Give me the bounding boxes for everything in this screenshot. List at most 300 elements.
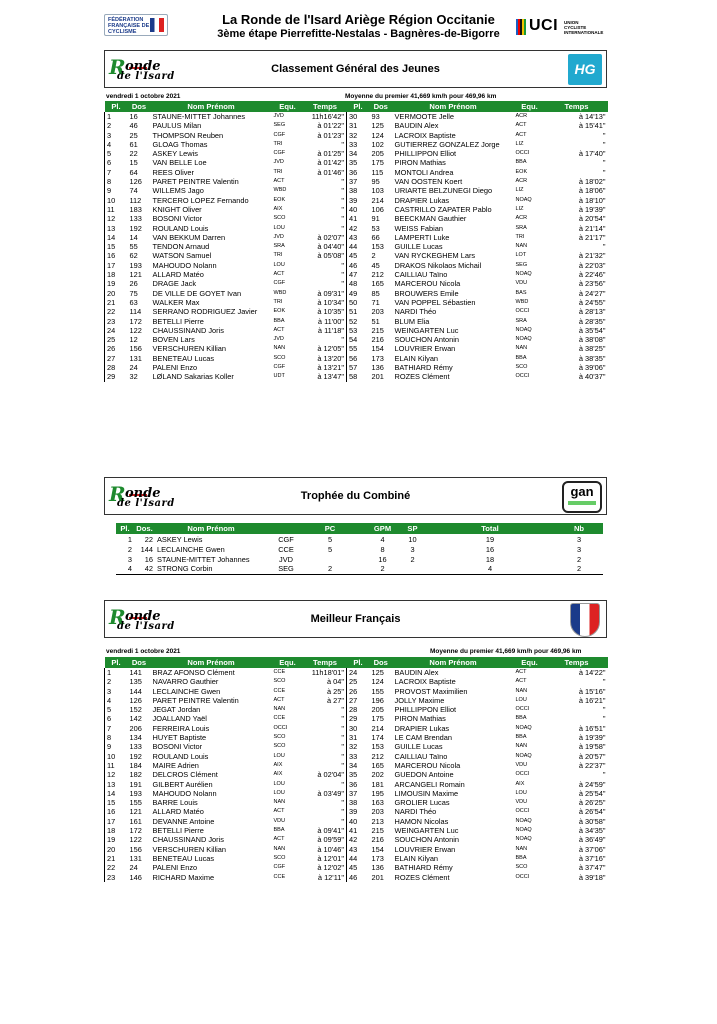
rank-cell: 35	[347, 158, 370, 167]
team-cell: NAN	[273, 706, 286, 713]
rider-name-cell: HUYET Baptiste	[152, 733, 207, 743]
bib-cell: 172	[129, 316, 142, 326]
jeunes-header-row	[105, 101, 608, 112]
bib-cell: 103	[371, 186, 384, 196]
rank-cell: 39	[347, 196, 370, 205]
team-cell: LOU	[273, 261, 285, 268]
time-cell: à 01'22"	[317, 121, 344, 131]
sp-cell: 10	[408, 534, 417, 544]
total-cell: 19	[485, 534, 495, 544]
rider-name-cell: LOUVRIER Erwan	[394, 344, 456, 354]
rider-name-cell: SOUCHON Antonin	[394, 335, 459, 345]
table-row	[105, 807, 608, 816]
rider-name-cell: JEGAT Jordan	[152, 705, 201, 715]
time-cell: "	[602, 139, 606, 149]
time-cell: à 15'41"	[578, 121, 606, 131]
rider-name-cell: BROUWERS Emile	[394, 288, 459, 298]
rider-name-cell: MARCEROU Nicola	[394, 760, 461, 770]
table-row	[105, 344, 608, 353]
nb-cell: 3	[576, 544, 582, 554]
rank-cell: 4	[116, 564, 134, 574]
team-cell: ACT	[273, 271, 285, 278]
rider-name-cell: BATHIARD Rémy	[394, 863, 453, 873]
bib-cell: 182	[129, 770, 142, 780]
bib-cell: 55	[129, 242, 138, 252]
rank-cell: 43	[347, 845, 370, 854]
column-header: Temps	[546, 101, 608, 112]
bib-cell: 134	[129, 733, 142, 743]
rank-cell: 51	[347, 307, 370, 316]
rider-name-cell: GLOAG Thomas	[152, 139, 208, 149]
table-row	[105, 845, 608, 854]
bib-cell: 74	[129, 186, 138, 196]
rider-name-cell: PHILLIPPON Elliot	[394, 149, 457, 159]
total-cell: 4	[425, 564, 555, 574]
time-cell: à 30'58"	[578, 816, 606, 826]
rank-cell: 23	[105, 317, 128, 326]
team-cell: NOAQ	[515, 836, 532, 843]
rider-name-cell: BAUDIN Alex	[394, 121, 439, 131]
rank-cell: 10	[105, 752, 128, 761]
column-header: Nom Prénom	[155, 523, 267, 534]
rider-name-cell: BAUDIN Alex	[394, 668, 439, 677]
time-cell: à 27"	[326, 695, 344, 705]
team-cell: NAN	[515, 687, 528, 694]
rank-cell: 58	[347, 372, 370, 381]
team-cell: BBA	[515, 159, 527, 166]
rider-name-cell: BENETEAU Lucas	[152, 853, 215, 863]
team-cell: SRA	[273, 243, 285, 250]
rank-cell: 32	[347, 742, 370, 751]
rider-name-cell: DEVANNE Antoine	[152, 816, 215, 826]
team-cell: CCE	[273, 669, 286, 675]
french-flag-shield-icon	[570, 603, 600, 637]
time-cell: "	[341, 816, 344, 826]
francais-date: vendredi 1 octobre 2021	[106, 648, 181, 655]
rider-name-cell: VAN OOSTEN Koert	[394, 177, 463, 187]
table-row	[105, 205, 608, 214]
team-cell: BAS	[515, 289, 527, 296]
team-cell: JVD	[273, 233, 284, 240]
time-cell: à 13'47"	[317, 372, 344, 382]
rider-name-cell: WALKER Max	[152, 297, 200, 307]
column-header: Temps	[546, 657, 608, 668]
time-cell: à 19'58"	[578, 742, 606, 752]
team-cell: LOU	[273, 752, 285, 759]
rider-name-cell: VAN RYCKEGHEM Lars	[394, 251, 476, 261]
time-cell: à 01'42"	[317, 158, 344, 168]
bib-cell: 161	[129, 816, 142, 826]
rank-cell: 5	[105, 149, 128, 158]
rank-cell: 37	[347, 789, 370, 798]
jeunes-section-header	[104, 50, 607, 88]
table-row	[105, 687, 608, 696]
team-cell: OCCI	[273, 724, 288, 731]
rank-cell: 8	[105, 177, 128, 186]
time-cell: à 38'35"	[578, 353, 606, 363]
bib-cell: 53	[371, 223, 380, 233]
time-cell: à 22'03"	[578, 260, 606, 270]
rank-cell: 30	[347, 724, 370, 733]
rank-cell: 17	[105, 261, 128, 270]
rank-cell: 4	[105, 696, 128, 705]
time-cell: à 23'56"	[578, 279, 606, 289]
bib-cell: 63	[129, 297, 138, 307]
column-header: Dos	[128, 101, 151, 112]
table-row	[105, 854, 608, 863]
rider-name-cell: TERCERO LOPEZ Fernando	[152, 195, 249, 205]
bib-cell: 144	[140, 544, 153, 554]
column-header: Equ.	[272, 657, 304, 668]
rider-name-cell: BENETEAU Lucas	[152, 353, 215, 363]
team-cell: NOAQ	[515, 827, 532, 834]
time-cell: "	[341, 335, 344, 345]
rank-cell: 6	[105, 158, 128, 167]
column-header: Total	[425, 523, 555, 534]
rider-name-cell: STAUNE-MITTET Johannes	[152, 112, 246, 121]
team-cell: SCO	[273, 854, 286, 861]
rider-name-cell: GUTIERREZ GONZALEZ Jorge	[394, 139, 500, 149]
bib-cell: 133	[129, 214, 142, 224]
rider-name-cell: BLUM Elia	[394, 316, 430, 326]
team-cell: EOK	[273, 308, 286, 315]
time-cell: à 15'16"	[578, 686, 606, 696]
team-cell: SCO	[273, 678, 286, 685]
time-cell: à 24'55"	[578, 297, 606, 307]
time-cell: à 18'10"	[578, 195, 606, 205]
column-header: Nom Prénom	[151, 101, 272, 112]
bib-cell: 93	[371, 112, 380, 121]
gpm-cell: 2	[365, 564, 400, 574]
rider-name-cell: GUILLE Lucas	[394, 742, 443, 752]
gpm-cell: 16	[378, 554, 387, 564]
bib-cell: 181	[371, 779, 384, 789]
team-cell: ACR	[515, 113, 528, 119]
column-header: Equ.	[514, 657, 546, 668]
bib-cell: 154	[371, 844, 384, 854]
rank-cell: 34	[347, 149, 370, 158]
column-header: Equ.	[272, 101, 304, 112]
team-cell: ACT	[273, 696, 285, 703]
table-row	[116, 544, 603, 554]
time-cell: à 01'23"	[317, 130, 344, 140]
bib-cell: 25	[129, 130, 138, 140]
column-header: Dos	[370, 101, 393, 112]
rider-name-cell: MONTOLI Andrea	[394, 167, 454, 177]
time-cell: à 14'13"	[578, 112, 606, 121]
rank-cell: 42	[347, 224, 370, 233]
time-cell: à 25"	[326, 686, 344, 696]
team-cell: SCO	[515, 364, 528, 371]
team-cell: VDU	[273, 817, 286, 824]
rank-cell: 14	[105, 233, 128, 242]
nb-cell: 2	[555, 564, 603, 574]
team-cell: VDU	[515, 799, 528, 806]
bib-cell: 12	[129, 335, 138, 345]
bib-cell: 195	[371, 788, 384, 798]
rank-cell: 12	[105, 770, 128, 779]
time-cell: à 05'08"	[317, 251, 344, 261]
pc-cell: 5	[327, 534, 333, 544]
time-cell: "	[602, 158, 606, 168]
table-row	[105, 742, 608, 751]
blank-cell	[355, 554, 365, 564]
rider-name-cell: ASKEY Lewis	[157, 534, 203, 544]
sp-cell	[400, 564, 425, 574]
rank-cell: 25	[347, 677, 370, 686]
rider-name-cell: WEINGARTEN Luc	[394, 325, 459, 335]
bib-cell: 173	[371, 353, 384, 363]
table-row	[105, 233, 608, 242]
rank-cell: 29	[105, 372, 128, 381]
team-cell: NOAQ	[515, 336, 532, 343]
rank-cell: 2	[105, 121, 128, 130]
bib-cell: 91	[371, 214, 380, 224]
bib-cell: 213	[371, 816, 384, 826]
rider-name-cell: DE VILLE DE GOYET Ivan	[152, 288, 242, 298]
rank-cell: 11	[105, 205, 128, 214]
bib-cell: 202	[371, 770, 384, 780]
rider-name-cell: VAN BELLE Loe	[152, 158, 207, 168]
time-cell: "	[602, 705, 606, 715]
time-cell: à 04"	[326, 677, 344, 687]
rider-name-cell: BEECKMAN Gauthier	[394, 214, 467, 224]
team-cell: SEG	[267, 564, 305, 574]
rider-name-cell: BOVEN Lars	[152, 335, 195, 345]
rank-cell: 2	[127, 544, 132, 554]
time-cell: à 20'57"	[578, 751, 606, 761]
bib-cell: 216	[371, 835, 384, 845]
rank-cell: 15	[105, 798, 128, 807]
rank-cell: 39	[347, 807, 370, 816]
bib-cell: 154	[371, 344, 384, 354]
blank-cell	[355, 534, 365, 544]
rider-name-cell: ROULAND Louis	[152, 751, 209, 761]
rider-name-cell: KNIGHT Oliver	[152, 204, 202, 214]
team-cell: TRI	[273, 298, 283, 305]
team-cell: CGF	[273, 364, 286, 371]
francais-section-header	[104, 600, 607, 638]
bib-cell: 193	[129, 788, 142, 798]
time-cell: à 09'41"	[317, 826, 344, 836]
rank-cell: 53	[347, 326, 370, 335]
gpm-cell: 8	[380, 544, 385, 554]
team-cell: NOAQ	[515, 817, 532, 824]
column-header: Dos.	[134, 523, 155, 534]
time-cell: à 38'08"	[578, 335, 606, 345]
gan-sponsor-logo: gan	[562, 481, 602, 513]
table-row	[105, 677, 608, 686]
time-cell: "	[341, 195, 344, 205]
bib-cell: 66	[371, 232, 380, 242]
rider-name-cell: URIARTE BELZUNEGI Diego	[394, 186, 493, 196]
time-cell: à 34'35"	[578, 826, 606, 836]
rider-name-cell: JOALLAND Yaël	[152, 714, 207, 724]
rank-cell: 57	[347, 363, 370, 372]
rank-cell: 55	[347, 344, 370, 353]
time-cell: à 18'02"	[578, 177, 606, 187]
rider-name-cell: SERRANO RODRIGUEZ Javier	[152, 307, 258, 317]
team-cell: SRA	[515, 224, 527, 231]
rider-name-cell: LAMPERTI Luke	[394, 232, 450, 242]
bib-cell: 212	[371, 751, 384, 761]
team-cell: EOK	[515, 168, 528, 175]
time-cell: "	[602, 242, 606, 252]
team-cell: WBD	[273, 289, 287, 296]
table-row	[105, 158, 608, 167]
team-cell: LOT	[515, 252, 527, 259]
rank-cell: 13	[105, 780, 128, 789]
bib-cell: 215	[371, 325, 384, 335]
rider-name-cell: PHILLIPPON Elliot	[394, 705, 457, 715]
bib-cell: 153	[371, 242, 384, 252]
rank-cell: 43	[347, 233, 370, 242]
bib-cell: 24	[129, 363, 138, 373]
bib-cell: 205	[371, 705, 384, 715]
time-cell: "	[341, 760, 344, 770]
jeunes-date: vendredi 1 octobre 2021	[106, 93, 181, 100]
team-cell: SCO	[273, 215, 286, 222]
rank-cell: 49	[347, 289, 370, 298]
rank-cell: 30	[347, 112, 370, 121]
bib-cell: 206	[129, 723, 142, 733]
rank-cell: 22	[105, 307, 128, 316]
team-cell: NOAQ	[515, 196, 532, 203]
bib-cell: 193	[129, 260, 142, 270]
team-cell: SRA	[515, 317, 527, 324]
rider-name-cell: BRAZ AFONSO Clément	[152, 668, 235, 677]
team-cell: ACR	[515, 178, 528, 185]
table-row	[105, 372, 608, 381]
rider-name-cell: MAHOUDO Nolann	[152, 788, 217, 798]
table-row	[105, 863, 608, 872]
time-cell: à 26'25"	[578, 798, 606, 808]
column-header: Pl.	[105, 657, 128, 668]
rider-name-cell: PALENI Enzo	[152, 863, 198, 873]
time-cell: à 39'18"	[578, 872, 606, 882]
rank-cell: 35	[347, 770, 370, 779]
rider-name-cell: CHAUSSINAND Joris	[152, 325, 224, 335]
rider-name-cell: ALLARD Matéo	[152, 807, 204, 817]
time-cell: à 12'11"	[317, 872, 344, 882]
rank-cell: 24	[347, 668, 370, 677]
rank-cell: 40	[347, 817, 370, 826]
team-cell: OCCI	[515, 150, 530, 157]
rank-cell: 44	[347, 854, 370, 863]
bib-cell: 46	[129, 121, 138, 131]
table-row	[105, 224, 608, 233]
time-cell: à 13'20"	[317, 353, 344, 363]
rank-cell: 40	[347, 205, 370, 214]
bib-cell: 155	[371, 686, 384, 696]
team-cell: ACT	[515, 669, 527, 675]
team-cell: CCE	[273, 687, 286, 694]
bib-cell: 155	[129, 798, 142, 808]
team-cell: SCO	[515, 864, 528, 871]
bib-cell: 192	[129, 223, 142, 233]
team-cell: ACT	[273, 808, 285, 815]
bib-cell: 131	[129, 353, 142, 363]
combine-title: Trophée du Combiné	[300, 490, 411, 502]
rider-name-cell: BOSONI Victor	[152, 742, 203, 752]
table-row	[105, 705, 608, 714]
time-cell: "	[602, 677, 606, 687]
rider-name-cell: CASTRILLO ZAPATER Pablo	[394, 204, 492, 214]
time-cell: à 12'05"	[317, 344, 344, 354]
bib-cell: 135	[129, 677, 142, 687]
table-row	[116, 554, 603, 564]
sp-cell: 3	[410, 544, 415, 554]
time-cell: "	[341, 733, 344, 743]
rider-name-cell: VERSCHUREN Killian	[152, 844, 227, 854]
rider-name-cell: NARDI Théo	[394, 307, 437, 317]
rank-cell: 56	[347, 354, 370, 363]
team-cell: CGF	[273, 864, 286, 871]
table-row	[105, 761, 608, 770]
time-cell: "	[341, 279, 344, 289]
rank-cell: 50	[347, 298, 370, 307]
rider-name-cell: LIMOUSIN Maxime	[394, 788, 459, 798]
bib-cell: 115	[371, 167, 384, 177]
team-cell: AIX	[273, 771, 283, 778]
table-row	[105, 724, 608, 733]
total-cell: 18	[485, 554, 495, 564]
time-cell: à 37'16"	[578, 853, 606, 863]
bib-cell: 61	[129, 139, 138, 149]
ffc-logo-text: FÉDÉRATION FRANÇAISE DE CYCLISME	[108, 17, 150, 35]
bib-cell: 152	[129, 705, 142, 715]
team-cell: OCCI	[515, 873, 530, 880]
rider-name-cell: PALENI Enzo	[152, 363, 198, 373]
team-cell: JVD	[279, 554, 293, 564]
team-cell: OCCI	[515, 706, 530, 713]
column-header: Dos	[370, 657, 393, 668]
team-cell: LOU	[273, 224, 285, 231]
bib-cell: 124	[371, 677, 384, 687]
time-cell: à 37'06"	[578, 844, 606, 854]
time-cell: à 28'13"	[578, 307, 606, 317]
bib-cell: 156	[129, 844, 142, 854]
uci-logo-text: UCI	[529, 17, 559, 34]
rank-cell: 16	[105, 807, 128, 816]
time-cell: à 24'27"	[578, 288, 606, 298]
column-header: PC	[305, 523, 355, 534]
table-row	[105, 770, 608, 779]
rank-cell: 22	[105, 863, 128, 872]
time-cell: à 17'40"	[578, 149, 606, 159]
team-cell: JVD	[273, 159, 284, 166]
team-cell: NOAQ	[515, 724, 532, 731]
bib-cell: 203	[371, 307, 384, 317]
time-cell: à 21'32"	[578, 251, 606, 261]
rank-cell: 34	[347, 761, 370, 770]
time-cell: à 12'01"	[317, 853, 344, 863]
rider-name-cell: LECLAINCHE Gwen	[157, 544, 225, 554]
column-header: Dos	[128, 657, 151, 668]
rank-cell: 12	[105, 214, 128, 223]
time-cell: à 19'39"	[578, 204, 606, 214]
bib-cell: 196	[371, 695, 384, 705]
time-cell: à 10'34"	[317, 297, 344, 307]
time-cell: à 10'35"	[317, 307, 344, 317]
time-cell: à 04'40"	[317, 242, 344, 252]
table-row	[105, 317, 608, 326]
team-cell: NOAQ	[515, 271, 532, 278]
time-cell: à 03'49"	[317, 788, 344, 798]
bib-cell: 14	[129, 232, 138, 242]
rank-cell: 37	[347, 177, 370, 186]
rider-name-cell: LOUVRIER Erwan	[394, 844, 456, 854]
